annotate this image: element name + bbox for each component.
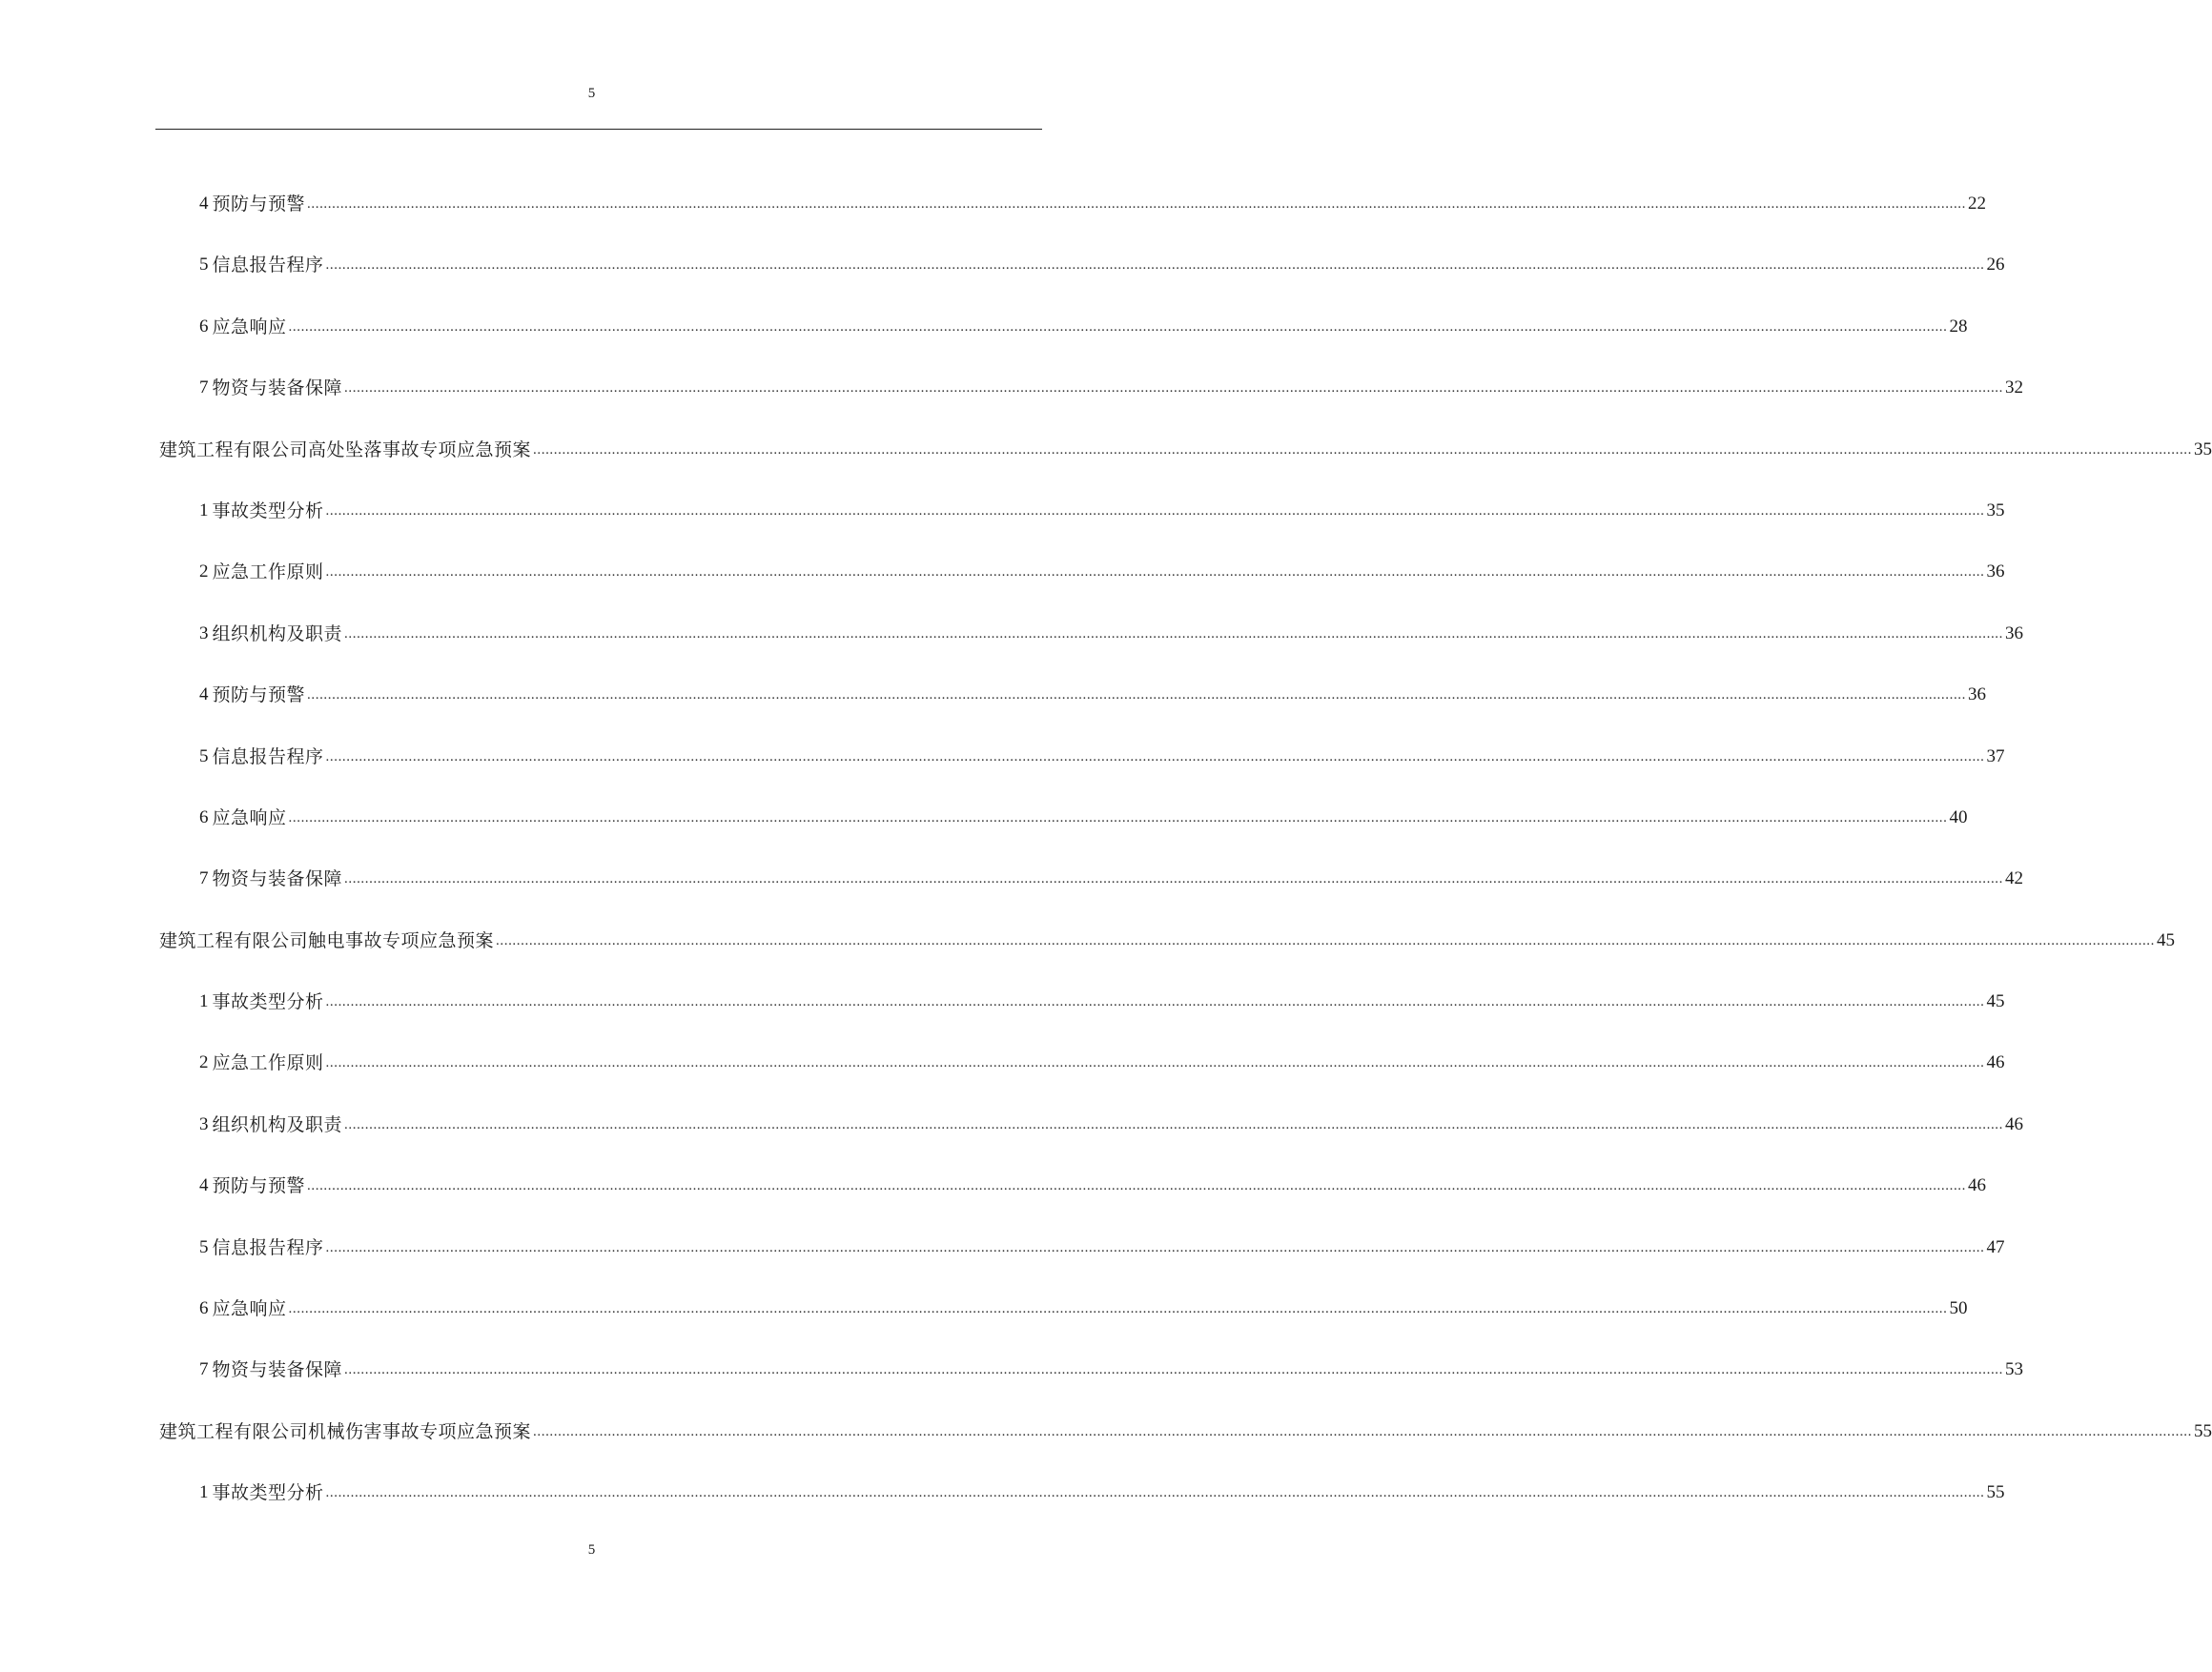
toc-dot-leader: ................................................................................................................................................................................................................................................................................................................................................................................................................: [325, 1055, 1985, 1071]
toc-entry-page: 37: [1986, 745, 2005, 766]
header-page-number: 5: [587, 86, 596, 101]
toc-dot-leader: ................................................................................................................................................................................................................................................................................................................................................................................................................: [344, 380, 2004, 397]
toc-entry[interactable]: [0, 1051, 2005, 1112]
toc-entry[interactable]: [0, 1481, 2005, 1542]
toc-entry[interactable]: [0, 316, 1968, 377]
toc-dot-leader: ................................................................................................................................................................................................................................................................................................................................................................................................................: [325, 994, 1985, 1010]
toc-entry-page: 36: [1986, 561, 2005, 582]
toc-entry[interactable]: [0, 867, 2024, 928]
toc-entry-page: 55: [1986, 1482, 2005, 1503]
toc-dot-leader: ................................................................................................................................................................................................................................................................................................................................................................................................................: [344, 1116, 2004, 1132]
toc-dot-leader: ................................................................................................................................................................................................................................................................................................................................................................................................................: [325, 1485, 1985, 1501]
toc-entry-page: 36: [2005, 622, 2024, 643]
toc-entry-number: 5: [199, 745, 209, 766]
toc-entry-title: 信息报告程序: [212, 1236, 324, 1258]
toc-entry-number: 1: [199, 991, 209, 1012]
toc-entry-title: 事故类型分析: [212, 1482, 324, 1504]
toc-entry-title: 应急响应: [212, 1298, 287, 1320]
toc-entry-number: 4: [199, 1175, 209, 1196]
toc-entry-number: 4: [199, 684, 209, 705]
toc-entry-title: 应急工作原则: [212, 1052, 324, 1074]
toc-dot-leader: ................................................................................................................................................................................................................................................................................................................................................................................................................: [288, 318, 1948, 335]
toc-entry-number: 2: [199, 561, 209, 582]
toc-entry[interactable]: [0, 1174, 1987, 1235]
toc-dot-leader: ................................................................................................................................................................................................................................................................................................................................................................................................................: [325, 257, 1985, 274]
toc-entry-title: 预防与预警: [212, 684, 306, 706]
toc-entry-title: 应急响应: [212, 806, 287, 828]
toc-entry-number: 2: [199, 1052, 209, 1073]
toc-entry-title: 物资与装备保障: [212, 377, 343, 399]
toc-entry[interactable]: [0, 929, 2176, 990]
toc-entry-page: 45: [2157, 929, 2176, 950]
toc-entry-title: 预防与预警: [212, 194, 306, 214]
toc-dot-leader: ................................................................................................................................................................................................................................................................................................................................................................................................................: [325, 502, 1985, 519]
toc-entry-number: 6: [199, 316, 209, 336]
toc-entry-page: 53: [2005, 1359, 2024, 1380]
toc-entry[interactable]: [0, 500, 2005, 561]
toc-dot-leader: ................................................................................................................................................................................................................................................................................................................................................................................................................: [344, 625, 2004, 642]
toc-entry[interactable]: [0, 377, 2024, 438]
toc-entry-number: 1: [199, 1482, 209, 1503]
toc-entry[interactable]: [0, 683, 1987, 744]
toc-entry[interactable]: [0, 1236, 2005, 1297]
toc-entry-number: 6: [199, 1298, 209, 1319]
toc-entry-number: 6: [199, 806, 209, 827]
toc-entry-title: 应急响应: [212, 316, 287, 337]
toc-entry-title: 建筑工程有限公司触电事故专项应急预案: [159, 929, 495, 951]
toc-entry[interactable]: [0, 806, 1968, 867]
toc-entry-number: 7: [199, 1359, 209, 1380]
toc-dot-leader: ................................................................................................................................................................................................................................................................................................................................................................................................................: [307, 687, 1967, 703]
toc-entry[interactable]: [0, 1113, 2024, 1174]
header-rule: [155, 129, 1042, 130]
toc-entry-page: 46: [2005, 1113, 2024, 1134]
toc-entry-title: 建筑工程有限公司机械伤害事故专项应急预案: [159, 1420, 532, 1442]
toc-entry-page: 28: [1949, 316, 1968, 336]
toc-entry-title: 物资与装备保障: [212, 868, 343, 890]
toc-entry-page: 50: [1949, 1298, 1968, 1319]
toc-entry-title: 建筑工程有限公司高处坠落事故专项应急预案: [159, 438, 532, 460]
toc-dot-leader: ................................................................................................................................................................................................................................................................................................................................................................................................................: [496, 932, 2156, 948]
toc-entry[interactable]: [0, 745, 2005, 806]
toc-entry[interactable]: [0, 1297, 1968, 1358]
toc-entry-number: 1: [199, 500, 209, 520]
toc-dot-leader: ................................................................................................................................................................................................................................................................................................................................................................................................................: [344, 871, 2004, 887]
toc-dot-leader: ................................................................................................................................................................................................................................................................................................................................................................................................................: [288, 1301, 1948, 1317]
toc-entry-title: 事故类型分析: [212, 500, 324, 521]
toc-entry-page: 40: [1949, 806, 1968, 827]
toc-entry-number: 7: [199, 868, 209, 889]
toc-dot-leader: ................................................................................................................................................................................................................................................................................................................................................................................................................: [344, 1362, 2004, 1378]
toc-entry-number: 7: [199, 377, 209, 398]
toc-entry-page: 46: [1968, 1175, 1987, 1196]
toc-entry[interactable]: [0, 438, 2212, 500]
toc-entry-page: 22: [1968, 194, 1987, 214]
toc-entry-title: 预防与预警: [212, 1175, 306, 1197]
table-of-contents: [0, 193, 2212, 1543]
toc-entry-number: 3: [199, 622, 209, 643]
toc-entry-title: 应急工作原则: [212, 561, 324, 583]
toc-dot-leader: ................................................................................................................................................................................................................................................................................................................................................................................................................: [288, 809, 1948, 826]
toc-entry-title: 信息报告程序: [212, 255, 324, 276]
toc-entry-title: 物资与装备保障: [212, 1359, 343, 1381]
toc-entry-title: 组织机构及职责: [212, 622, 343, 644]
toc-entry-number: 5: [199, 1236, 209, 1257]
toc-entry-title: 信息报告程序: [212, 745, 324, 767]
toc-dot-leader: ................................................................................................................................................................................................................................................................................................................................................................................................................: [307, 196, 1967, 212]
toc-entry-number: 3: [199, 1113, 209, 1134]
toc-entry[interactable]: [0, 193, 1987, 254]
toc-dot-leader: ................................................................................................................................................................................................................................................................................................................................................................................................................: [325, 564, 1985, 581]
toc-entry[interactable]: [0, 990, 2005, 1051]
toc-entry[interactable]: [0, 1420, 2212, 1481]
toc-dot-leader: ................................................................................................................................................................................................................................................................................................................................................................................................................: [533, 441, 2193, 458]
toc-dot-leader: ................................................................................................................................................................................................................................................................................................................................................................................................................: [533, 1423, 2193, 1439]
toc-dot-leader: ................................................................................................................................................................................................................................................................................................................................................................................................................: [307, 1178, 1967, 1194]
toc-entry-page: 35: [1986, 500, 2005, 520]
toc-entry[interactable]: [0, 1358, 2024, 1419]
toc-entry-page: 32: [2005, 377, 2024, 398]
toc-entry-page: 47: [1986, 1236, 2005, 1257]
toc-entry-page: 35: [2194, 438, 2212, 459]
toc-entry-title: 组织机构及职责: [212, 1113, 343, 1135]
toc-entry-number: 5: [199, 255, 209, 275]
toc-entry[interactable]: [0, 622, 2024, 683]
toc-entry-page: 55: [2194, 1420, 2212, 1441]
toc-entry-page: 42: [2005, 868, 2024, 889]
footer-page-number: 5: [587, 1542, 596, 1558]
toc-entry-number: 4: [199, 194, 209, 214]
toc-entry-title: 事故类型分析: [212, 991, 324, 1013]
toc-entry-page: 26: [1986, 255, 2005, 275]
toc-dot-leader: ................................................................................................................................................................................................................................................................................................................................................................................................................: [325, 748, 1985, 765]
toc-entry[interactable]: [0, 254, 2005, 315]
toc-entry-page: 45: [1986, 991, 2005, 1012]
toc-dot-leader: ................................................................................................................................................................................................................................................................................................................................................................................................................: [325, 1239, 1985, 1255]
toc-entry-page: 46: [1986, 1052, 2005, 1073]
toc-entry[interactable]: [0, 561, 2005, 622]
toc-entry-page: 36: [1968, 684, 1987, 705]
